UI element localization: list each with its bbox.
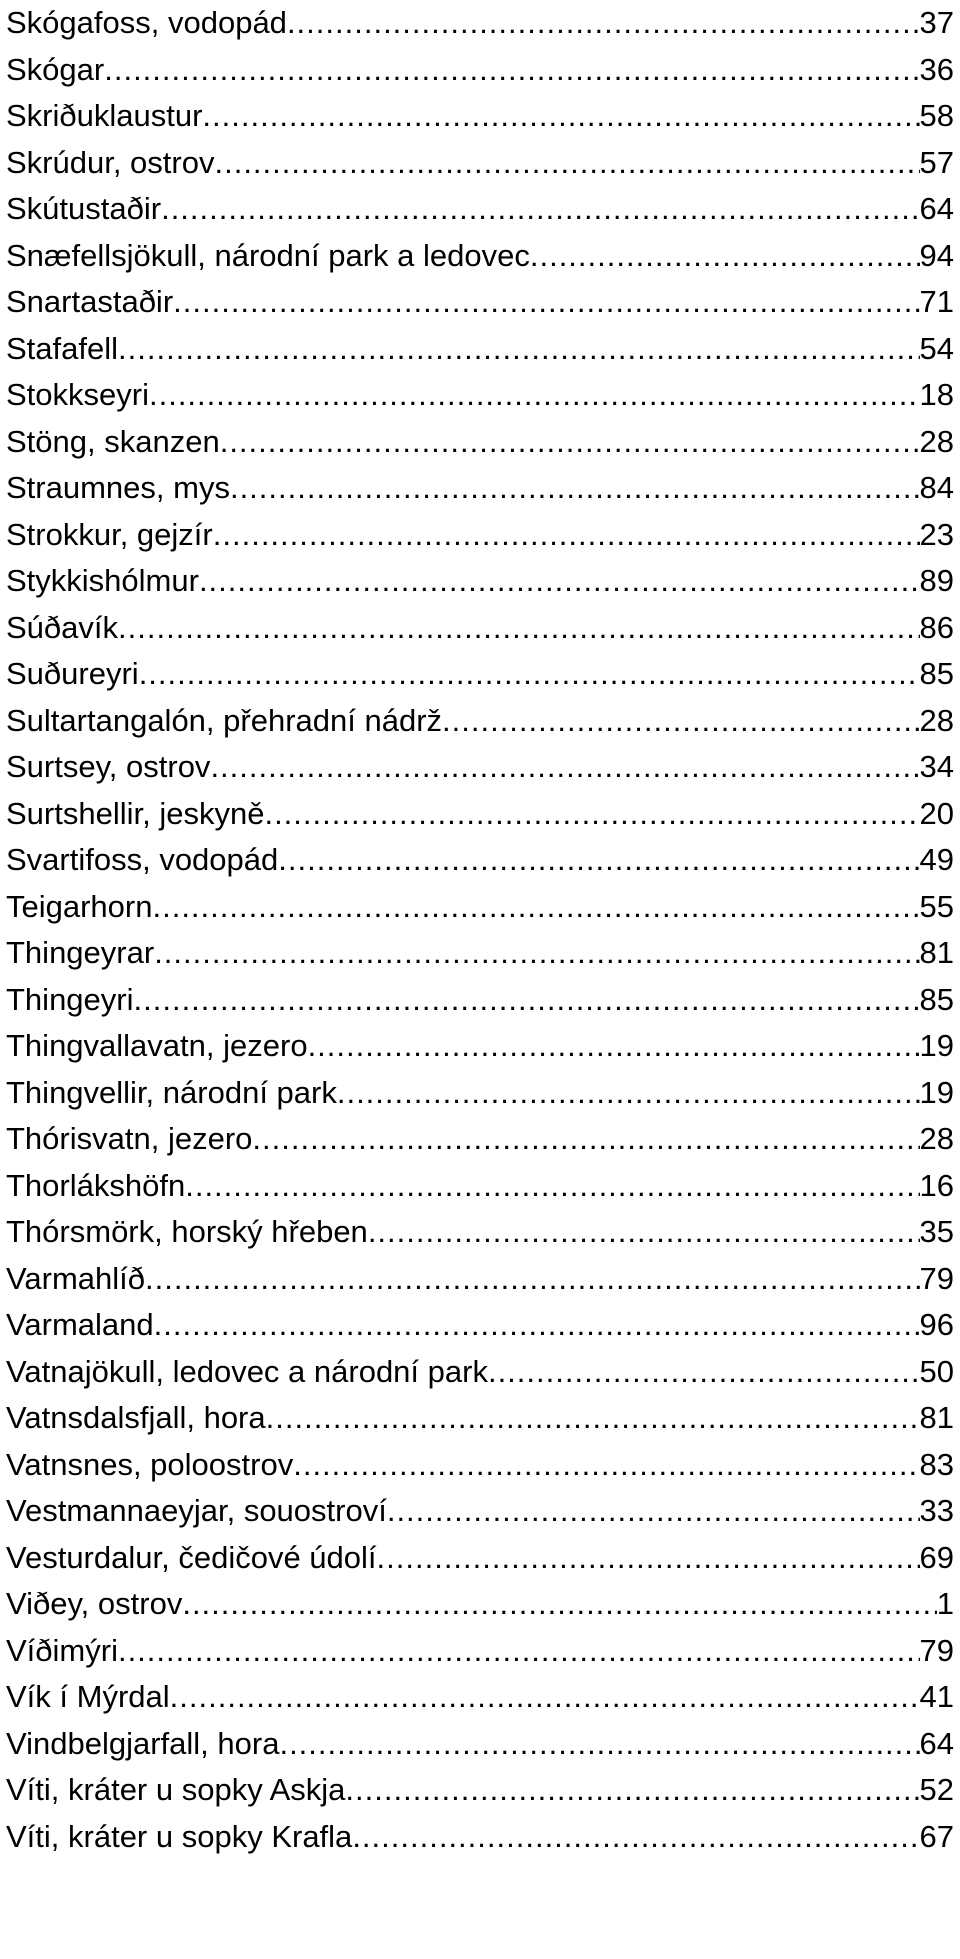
entry-page-number: 50 xyxy=(919,1353,954,1389)
entry-name: Víti, kráter u sopky Askja xyxy=(6,1772,346,1807)
index-list xyxy=(6,0,954,1860)
index-entry xyxy=(6,1442,954,1489)
dot-leader xyxy=(149,372,920,419)
entry-name: Varmahlíð xyxy=(6,1260,145,1296)
entry-name: Vatnsdalsfjall, hora xyxy=(6,1400,266,1435)
entry-page-number: 55 xyxy=(919,888,954,924)
entry-page-number: 1 xyxy=(936,1586,954,1621)
index-entry xyxy=(6,0,954,47)
dot-leader xyxy=(264,791,919,838)
entry-page-number: 89 xyxy=(919,563,954,598)
entry-name: Thorlákshöfn xyxy=(6,1167,186,1203)
entry-name: Vindbelgjarfall, hora xyxy=(6,1725,280,1761)
index-entry xyxy=(6,1163,954,1210)
entry-page-number: 79 xyxy=(919,1260,954,1296)
index-entry xyxy=(6,1302,954,1349)
entry-page-number: 69 xyxy=(919,1539,954,1575)
entry-page-number: 34 xyxy=(919,749,954,784)
entry-name: Vík í Mýrdal xyxy=(6,1679,170,1714)
dot-leader xyxy=(308,1023,920,1070)
entry-name: Víðimýri xyxy=(6,1632,118,1668)
index-entry xyxy=(6,1349,954,1396)
dot-leader xyxy=(145,1256,920,1303)
dot-leader xyxy=(252,1116,919,1163)
entry-page-number: 96 xyxy=(919,1307,954,1342)
dot-leader xyxy=(210,744,919,791)
entry-name: Sultartangalón, přehradní nádrž xyxy=(6,702,443,738)
index-entry xyxy=(6,1535,954,1582)
index-entry xyxy=(6,233,954,280)
dot-leader xyxy=(214,140,919,187)
index-entry xyxy=(6,512,954,559)
dot-leader xyxy=(220,419,920,466)
entry-page-number: 33 xyxy=(919,1493,954,1528)
index-entry xyxy=(6,465,954,512)
index-entry xyxy=(6,1116,954,1163)
entry-name: Viðey, ostrov xyxy=(6,1586,183,1621)
entry-page-number: 35 xyxy=(919,1214,954,1249)
entry-page-number: 83 xyxy=(919,1446,954,1482)
index-entry xyxy=(6,1395,954,1442)
index-entry xyxy=(6,326,954,373)
entry-name: Víti, kráter u sopky Krafla xyxy=(6,1818,353,1854)
index-entry xyxy=(6,1814,954,1861)
entry-page-number: 86 xyxy=(919,609,954,645)
index-entry xyxy=(6,1628,954,1675)
entry-page-number: 67 xyxy=(919,1818,954,1854)
index-entry xyxy=(6,1674,954,1721)
entry-name: Straumnes, mys xyxy=(6,470,230,505)
entry-page-number: 57 xyxy=(919,144,954,180)
entry-name: Skrúdur, ostrov xyxy=(6,144,215,180)
dot-leader xyxy=(173,279,919,326)
entry-name: Surtshellir, jeskyně xyxy=(6,795,265,831)
entry-name: Strokkur, gejzír xyxy=(6,516,213,552)
entry-name: Stokkseyri xyxy=(6,377,149,412)
entry-name: Thingeyrar xyxy=(6,935,155,970)
entry-page-number: 20 xyxy=(919,795,954,831)
entry-name: Svartifoss, vodopád xyxy=(6,842,279,877)
entry-page-number: 41 xyxy=(919,1679,954,1714)
dot-leader xyxy=(152,884,919,931)
dot-leader xyxy=(170,1674,920,1721)
entry-name: Varmaland xyxy=(6,1307,154,1342)
entry-page-number: 16 xyxy=(919,1167,954,1203)
entry-name: Thórsmörk, horský hřeben xyxy=(6,1214,368,1249)
index-entry xyxy=(6,1767,954,1814)
dot-leader xyxy=(278,837,919,884)
entry-name: Stafafell xyxy=(6,330,119,366)
dot-leader xyxy=(488,1349,920,1396)
index-entry xyxy=(6,1070,954,1117)
entry-name: Thingvellir, národní park xyxy=(6,1074,337,1110)
dot-leader xyxy=(377,1535,920,1582)
entry-name: Thingvallavatn, jezero xyxy=(6,1028,308,1063)
entry-page-number: 84 xyxy=(919,470,954,505)
entry-name: Vestmannaeyjar, souostroví xyxy=(6,1493,387,1528)
entry-page-number: 37 xyxy=(919,5,954,40)
index-entry xyxy=(6,930,954,977)
entry-page-number: 58 xyxy=(919,98,954,133)
index-entry xyxy=(6,372,954,419)
entry-name: Snartastaðir xyxy=(6,284,174,319)
dot-leader xyxy=(345,1767,919,1814)
entry-page-number: 28 xyxy=(919,1121,954,1156)
entry-name: Suðureyri xyxy=(6,656,139,691)
entry-page-number: 85 xyxy=(919,656,954,691)
entry-name: Vesturdalur, čedičové údolí xyxy=(6,1539,377,1575)
entry-name: Stykkishólmur xyxy=(6,563,199,598)
entry-page-number: 28 xyxy=(919,702,954,738)
dot-leader xyxy=(230,465,920,512)
entry-name: Teigarhorn xyxy=(6,888,153,924)
dot-leader xyxy=(104,47,919,94)
entry-page-number: 36 xyxy=(919,51,954,87)
entry-page-number: 49 xyxy=(919,842,954,877)
entry-name: Vatnajökull, ledovec a národní park xyxy=(6,1353,488,1389)
entry-page-number: 18 xyxy=(919,377,954,412)
dot-leader xyxy=(118,326,920,373)
entry-page-number: 94 xyxy=(919,237,954,273)
index-entry xyxy=(6,1023,954,1070)
index-entry xyxy=(6,186,954,233)
dot-leader xyxy=(202,93,919,140)
index-entry xyxy=(6,651,954,698)
entry-name: Skútustaðir xyxy=(6,191,162,226)
index-entry xyxy=(6,977,954,1024)
dot-leader xyxy=(118,605,920,652)
dot-leader xyxy=(185,1163,919,1210)
index-entry xyxy=(6,1581,954,1628)
dot-leader xyxy=(530,233,920,280)
entry-name: Skógafoss, vodopád xyxy=(6,5,287,40)
index-entry xyxy=(6,419,954,466)
dot-leader xyxy=(134,977,920,1024)
dot-leader xyxy=(442,698,920,745)
index-entry xyxy=(6,93,954,140)
entry-page-number: 64 xyxy=(919,191,954,226)
index-entry xyxy=(6,698,954,745)
entry-name: Vatnsnes, poloostrov xyxy=(6,1446,294,1482)
entry-page-number: 81 xyxy=(919,935,954,970)
entry-page-number: 19 xyxy=(919,1028,954,1063)
index-entry xyxy=(6,1209,954,1256)
entry-name: Thingeyri xyxy=(6,981,134,1017)
dot-leader xyxy=(352,1814,919,1861)
entry-name: Snæfellsjökull, národní park a ledovec xyxy=(6,237,530,273)
entry-page-number: 28 xyxy=(919,423,954,459)
dot-leader xyxy=(199,558,920,605)
entry-name: Thórisvatn, jezero xyxy=(6,1121,253,1156)
entry-page-number: 71 xyxy=(919,284,954,319)
entry-page-number: 85 xyxy=(919,981,954,1017)
dot-leader xyxy=(118,1628,920,1675)
index-entry xyxy=(6,1256,954,1303)
index-entry xyxy=(6,1488,954,1535)
entry-name: Skriðuklaustur xyxy=(6,98,203,133)
entry-page-number: 81 xyxy=(919,1400,954,1435)
dot-leader xyxy=(182,1581,936,1628)
index-entry xyxy=(6,558,954,605)
dot-leader xyxy=(279,1721,919,1768)
index-entry xyxy=(6,791,954,838)
dot-leader xyxy=(287,0,920,47)
entry-name: Stöng, skanzen xyxy=(6,423,220,459)
entry-name: Súðavík xyxy=(6,609,119,645)
entry-name: Surtsey, ostrov xyxy=(6,749,211,784)
index-entry xyxy=(6,279,954,326)
index-entry xyxy=(6,605,954,652)
dot-leader xyxy=(368,1209,920,1256)
entry-name: Skógar xyxy=(6,51,105,87)
dot-leader xyxy=(387,1488,920,1535)
entry-page-number: 64 xyxy=(919,1725,954,1761)
entry-page-number: 52 xyxy=(919,1772,954,1807)
entry-page-number: 19 xyxy=(919,1074,954,1110)
index-entry xyxy=(6,884,954,931)
dot-leader xyxy=(213,512,920,559)
dot-leader xyxy=(337,1070,920,1117)
dot-leader xyxy=(266,1395,920,1442)
entry-page-number: 23 xyxy=(919,516,954,552)
index-entry xyxy=(6,837,954,884)
entry-page-number: 54 xyxy=(919,330,954,366)
entry-page-number: 79 xyxy=(919,1632,954,1668)
index-entry xyxy=(6,744,954,791)
dot-leader xyxy=(154,930,919,977)
dot-leader xyxy=(139,651,920,698)
index-entry xyxy=(6,47,954,94)
index-entry xyxy=(6,140,954,187)
dot-leader xyxy=(161,186,919,233)
dot-leader xyxy=(293,1442,919,1489)
index-entry xyxy=(6,1721,954,1768)
dot-leader xyxy=(154,1302,920,1349)
